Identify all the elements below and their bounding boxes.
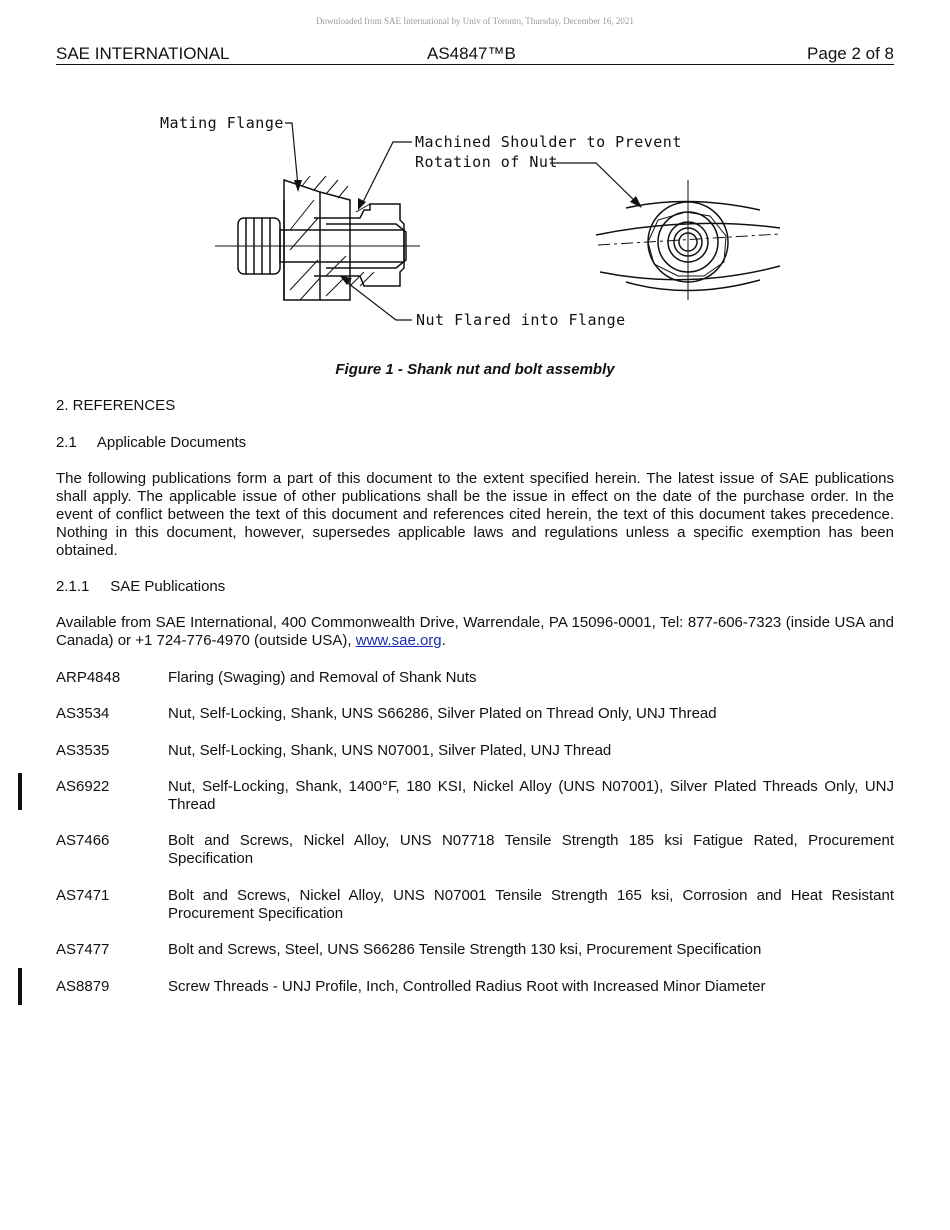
- sae-publications-paragraph: [56, 614, 894, 650]
- page-header: [56, 44, 894, 65]
- label-nut-flared: Nut Flared into Flange: [416, 311, 626, 329]
- label-mating-flange: Mating Flange: [160, 114, 284, 132]
- reference-title: Bolt and Screws, Nickel Alloy, UNS N07718 Tensile Strength 185 ksi Fatigue Rated, Procurement Specification: [168, 832, 894, 867]
- reference-title: Bolt and Screws, Steel, UNS S66286 Tensile Strength 130 ksi, Procurement Specification: [168, 941, 762, 958]
- subsection-heading-sae-publications: 2.1.1 SAE Publications: [56, 578, 226, 595]
- reference-code: AS8879: [56, 978, 110, 995]
- reference-code: AS3535: [56, 742, 110, 759]
- reference-code: AS7466: [56, 832, 110, 849]
- reference-title: Nut, Self-Locking, Shank, UNS N07001, Silver Plated, UNJ Thread: [168, 742, 612, 759]
- sae-website-link[interactable]: www.sae.org: [355, 632, 442, 649]
- reference-code: AS7477: [56, 941, 110, 958]
- reference-code: AS3534: [56, 705, 110, 722]
- header-org: SAE INTERNATIONAL: [56, 44, 230, 63]
- reference-code: AS7471: [56, 887, 110, 904]
- header-page-number: Page 2 of 8: [807, 44, 894, 63]
- sae-address-text: Available from SAE International, 400 Commonwealth Drive, Warrendale, PA 15096-0001, Tel: 877-606-7323 (inside USA and Canada) or +1 724-776-4970 (outside USA),: [56, 614, 894, 649]
- label-rotation-of-nut: Rotation of Nut: [415, 153, 558, 171]
- download-watermark: Downloaded from SAE International by Univ of Toronto, Thursday, December 16, 2021: [316, 16, 634, 26]
- label-machined-shoulder: Machined Shoulder to Prevent: [415, 133, 682, 151]
- reference-code: ARP4848: [56, 669, 121, 686]
- reference-code: AS6922: [56, 778, 110, 795]
- reference-title: Screw Threads - UNJ Profile, Inch, Controlled Radius Root with Increased Minor Diameter: [168, 978, 766, 995]
- revision-change-bar: [18, 968, 22, 1005]
- subsection-heading-applicable-documents: 2.1 Applicable Documents: [56, 434, 247, 451]
- header-doc-id: AS4847™B: [427, 44, 516, 63]
- applicable-documents-paragraph: The following publications form a part of this document to the extent specified herein. The latest issue of SAE publications shall apply. The applicable issue of other publications shall be the issue in effect on the date of the purchase order. In the event of conflict between the text of this document and references cited herein, the text of this document takes precedence. Nothing in this document, however, supersedes applicable laws and regulations unless a specific exemption has been obtained.: [56, 470, 894, 559]
- reference-title: Flaring (Swaging) and Removal of Shank Nuts: [168, 669, 477, 686]
- figure-1-drawing: [150, 100, 800, 345]
- sae-address-period: .: [441, 632, 446, 649]
- reference-title: Bolt and Screws, Nickel Alloy, UNS N07001 Tensile Strength 165 ksi, Corrosion and Heat Resistant Procurement Specification: [168, 887, 894, 922]
- section-heading-references: 2. REFERENCES: [56, 397, 176, 414]
- reference-title: Nut, Self-Locking, Shank, 1400°F, 180 KSI, Nickel Alloy (UNS N07001), Silver Plated Threads Only, UNJ Thread: [168, 778, 894, 813]
- reference-title: Nut, Self-Locking, Shank, UNS S66286, Silver Plated on Thread Only, UNJ Thread: [168, 705, 717, 722]
- figure-caption: Figure 1 - Shank nut and bolt assembly: [335, 361, 615, 378]
- revision-change-bar: [18, 773, 22, 810]
